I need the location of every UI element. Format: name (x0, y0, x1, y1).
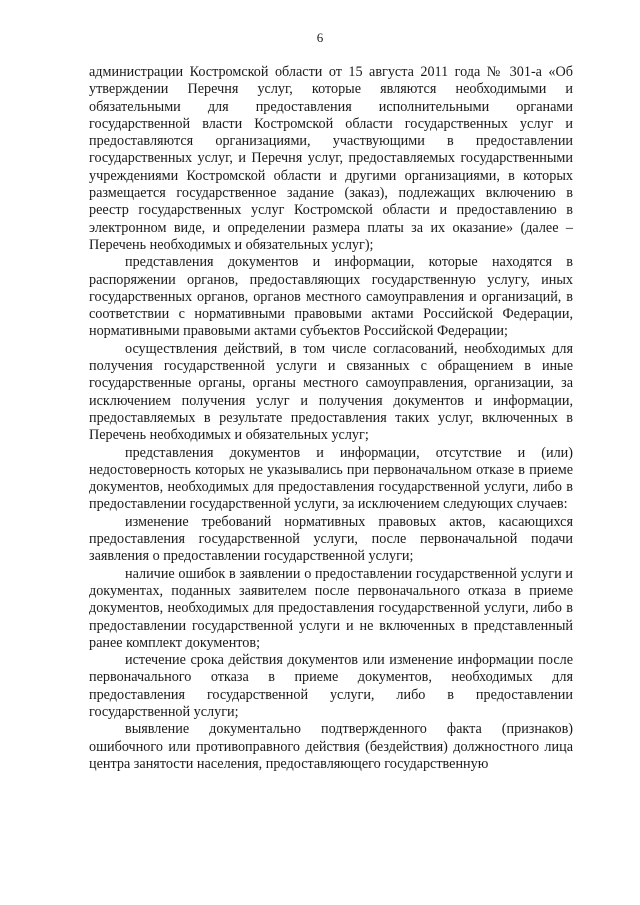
paragraph-case-requirements-change: изменение требований нормативных правовых актов, касающихся предоставления государственной услуги, после первоначальной подачи заявления о предоставлении государственной услуги; (89, 513, 573, 565)
paragraph-documents-not-indicated: представления документов и информации, отсутствие и (или) недостоверность которых не указывались при первоначальном отказе в приеме документов, необходимых для предоставления государственной услуги, либо в предоставлении государственной услуги, за исключением следующих случаев: (89, 444, 573, 513)
paragraph-case-erroneous-action: выявление документально подтвержденного факта (признаков) ошибочного или противоправного действия (бездействия) должностного лица центра занятости населения, предоставляющего государственную (89, 721, 573, 772)
page-number: 6 (316, 30, 324, 45)
paragraph-case-errors: наличие ошибок в заявлении о предоставлении государственной услуги и документах, поданных заявителем после первоначального отказа в приеме документов, необходимых для предоставления государственной услуги, либо в предоставлении государственной услуги и не включенных в представленный ранее комплект документов; (89, 565, 573, 651)
paragraph-continuation: администрации Костромской области от 15 августа 2011 года № 301-а «Об утверждении Перечня услуг, которые являются необходимыми и обязательными для предоставления исполнительными органами государственной власти Костромской области государственных услуг и предоставляются организациями, участвующими в предоставлении государственных услуг, и Перечня услуг, предоставляемых государственными учреждениями Костромской области и другими организациями, в которых размещается государственное задание (заказ), подлежащих включению в реестр государственных услуг Костромской области и предоставлению в электронном виде, и определении размера платы за их оказание» (далее – Перечень необходимых и обязательных услуг); (89, 64, 573, 253)
paragraph-documents-in-possession: представления документов и информации, которые находятся в распоряжении органов, предоставляющих государственную услугу, иных государственных органов, органов местного самоуправления и организаций, в соответствии с нормативными правовыми актами Российской Федерации, нормативными правовыми актами субъектов Российской Федерации; (89, 254, 573, 340)
document-body (89, 64, 573, 773)
paragraph-actions-approvals: осуществления действий, в том числе согласований, необходимых для получения государственной услуги и связанных с обращением в иные государственные органы, органы местного самоуправления, организации, за исключением получения услуг и получения документов и информации, предоставляемых в результате предоставления таких услуг, включенных в Перечень необходимых и обязательных услуг; (89, 340, 573, 444)
paragraph-case-expiry: истечение срока действия документов или изменение информации после первоначального отказа в приеме документов, необходимых для предоставления государственной услуги, либо в предоставлении государственной услуги; (89, 652, 573, 720)
